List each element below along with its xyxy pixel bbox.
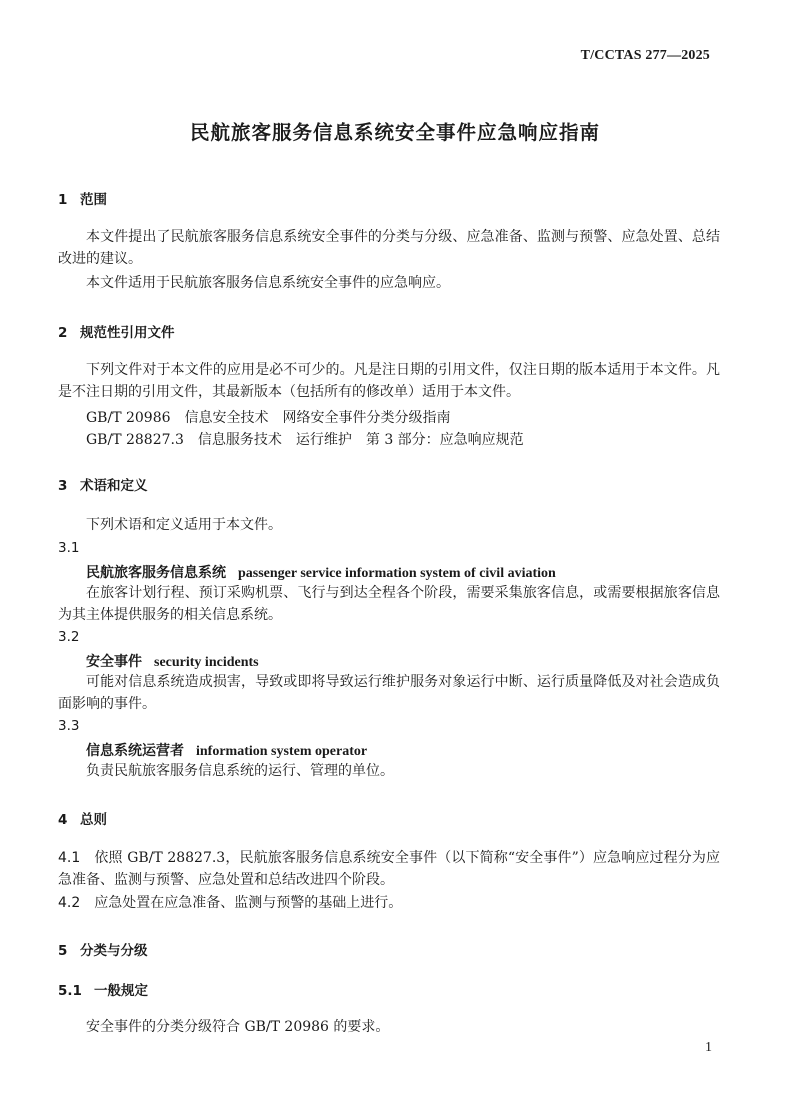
term-definition: 负责民航旅客服务信息系统的运行、管理的单位。	[86, 763, 394, 779]
section-number: 2	[58, 325, 68, 341]
normative-reference: GB/T 20986 信息安全技术 网络安全事件分类分级指南	[86, 410, 451, 426]
section-2-heading	[58, 321, 175, 341]
term-number: 3.3	[58, 718, 80, 734]
term-chinese: 民航旅客服务信息系统	[86, 565, 226, 581]
term-definition: 可能对信息系统造成损害，导致或即将导致运行维护服务对象运行中断、运行质量降低及对社会造成负面影响的事件。	[58, 674, 720, 712]
clause-number: 4.2	[58, 895, 81, 911]
section-number: 3	[58, 478, 68, 494]
document-id: T/CCTAS 277—2025	[580, 48, 710, 63]
section-1-paragraph-2: 本文件适用于民航旅客服务信息系统安全事件的应急响应。	[86, 275, 450, 291]
clause-number: 4.1	[58, 850, 81, 866]
term-english: information system operator	[196, 744, 368, 759]
term-english: security incidents	[154, 655, 259, 670]
subsection-5-1-text: 安全事件的分类分级符合 GB/T 20986 的要求。	[86, 1019, 390, 1035]
term-entry	[86, 740, 367, 760]
section-4-heading	[58, 808, 107, 828]
term-chinese: 信息系统运营者	[86, 743, 184, 759]
section-number: 5	[58, 943, 68, 959]
section-title: 术语和定义	[80, 478, 148, 494]
section-3-intro: 下列术语和定义适用于本文件。	[86, 517, 282, 533]
term-entry	[86, 562, 556, 582]
subsection-title: 一般规定	[94, 983, 148, 999]
term-english: passenger service information system of civil aviation	[238, 566, 556, 581]
clause-4-1	[58, 847, 720, 891]
clause-text: 应急处置在应急准备、监测与预警的基础上进行。	[94, 895, 403, 911]
subsection-5-1-heading	[58, 979, 148, 999]
section-2-paragraph-1: 下列文件对于本文件的应用是必不可少的。凡是注日期的引用文件，仅注日期的版本适用于本文件。凡是不注日期的引用文件，其最新版本（包括所有的修改单）适用于本文件。	[58, 362, 720, 400]
subsection-number: 5.1	[58, 983, 82, 999]
section-title: 规范性引用文件	[80, 325, 175, 341]
clause-text: 依照 GB/T 28827.3，民航旅客服务信息系统安全事件（以下简称“安全事件”）应急响应过程分为应急准备、监测与预警、应急处置和总结改进四个阶段。	[58, 850, 720, 888]
clause-4-2	[58, 892, 720, 914]
section-1-heading	[58, 188, 107, 208]
section-1-paragraph-1: 本文件提出了民航旅客服务信息系统安全事件的分类与分级、应急准备、监测与预警、应急处置、总结改进的建议。	[58, 229, 720, 267]
section-5-heading	[58, 939, 148, 959]
term-number: 3.2	[58, 629, 80, 645]
section-number: 1	[58, 192, 68, 208]
document-title: 民航旅客服务信息系统安全事件应急响应指南	[189, 121, 600, 144]
term-number: 3.1	[58, 540, 80, 556]
section-title: 范围	[80, 192, 107, 208]
page-number: 1	[705, 1040, 712, 1055]
term-definition: 在旅客计划行程、预订采购机票、飞行与到达全程各个阶段，需要采集旅客信息，或需要根据旅客信息为其主体提供服务的相关信息系统。	[58, 585, 720, 623]
section-number: 4	[58, 812, 68, 828]
section-3-heading	[58, 474, 148, 494]
term-chinese: 安全事件	[86, 654, 142, 670]
section-title: 分类与分级	[80, 943, 148, 959]
section-title: 总则	[80, 812, 107, 828]
term-entry	[86, 651, 259, 671]
normative-reference: GB/T 28827.3 信息服务技术 运行维护 第 3 部分：应急响应规范	[86, 432, 524, 448]
